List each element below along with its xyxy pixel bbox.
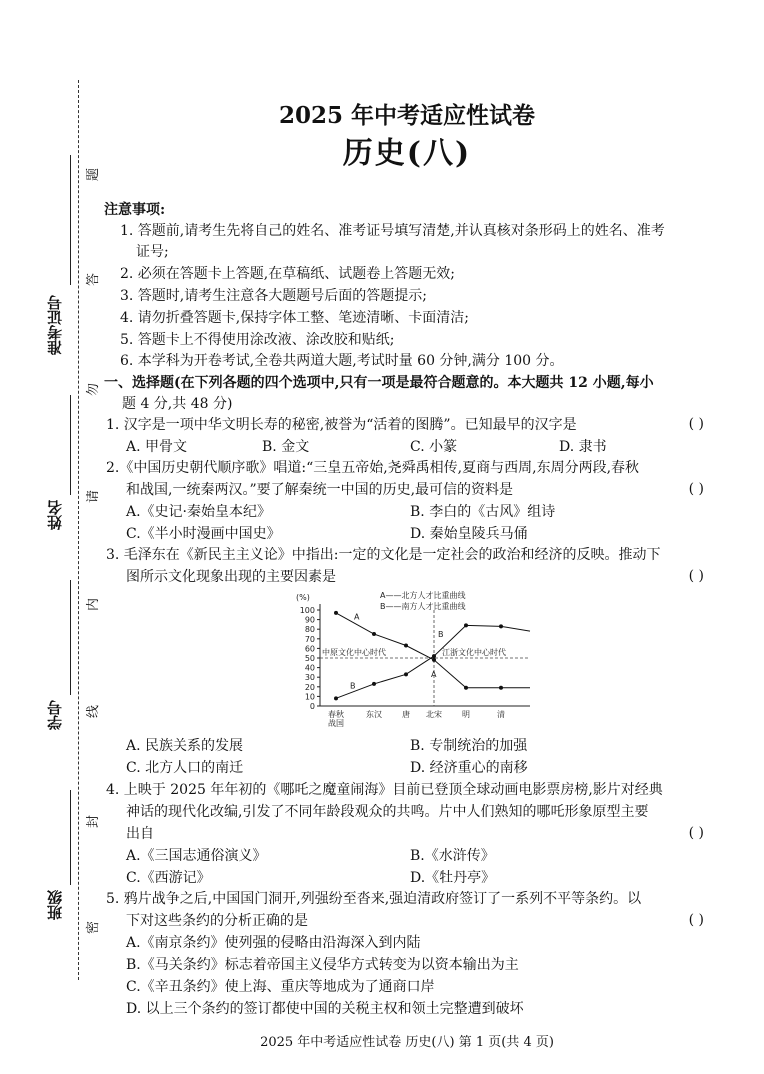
question-4-stem-cont: 神话的现代化改编,引发了不同年龄段观众的共鸣。片中人们熟知的哪吒形象原型主要: [126, 804, 649, 820]
q3-option-d: D. 经济重心的南移: [410, 760, 528, 776]
q3-option-a: A. 民族关系的发展: [126, 738, 244, 754]
x-tick-label: 明: [462, 710, 470, 719]
data-point: [499, 624, 503, 628]
series-marker: A: [431, 670, 437, 680]
seal-char: 答: [86, 272, 102, 287]
question-4-stem: 4. 上映于 2025 年年初的《哪吒之魔童闹海》目前已登顶全球动画电影票房榜,影片对经典: [106, 782, 663, 798]
q4-option-c: C.《西游记》: [126, 870, 211, 886]
annotation: 江浙文化中心时代: [442, 648, 506, 657]
data-point: [372, 632, 376, 636]
question-4-stem-cont: 出自: [126, 826, 154, 842]
x-tick-label: 春秋: [328, 710, 344, 719]
q4-option-d: D.《牡丹亭》: [410, 870, 496, 886]
question-3-stem: 3. 毛泽东在《新民主主义论》中指出:一定的文化是一定社会的政治和经济的反映。推动下: [106, 547, 661, 563]
data-point: [464, 623, 468, 627]
question-3-stem-cont: 图所示文化现象出现的主要因素是: [126, 569, 336, 585]
notice-heading: 注意事项:: [104, 202, 166, 218]
question-1-stem: 1. 汉字是一项中华文明长寿的秘密,被誉为“活着的图腾”。已知最早的汉字是: [106, 417, 577, 433]
data-point: [404, 644, 408, 648]
q5-option-c: C.《辛丑条约》使上海、重庆等地成为了通商口岸: [126, 979, 435, 995]
notice-item: 1. 答题前,请考生先将自己的姓名、准考证号填写清楚,并认真核对条形码上的姓名、准考: [120, 223, 665, 239]
x-tick-label: 北宋: [426, 710, 442, 719]
exam-title: 2025 年中考适应性试卷: [278, 102, 536, 129]
question-5-stem-cont: 下对这些条约的分析正确的是: [126, 913, 308, 929]
series-marker: B: [350, 681, 356, 691]
q1-option-a: A. 甲骨文: [126, 439, 188, 455]
y-tick-label: 90: [304, 615, 315, 625]
y-tick-label: 10: [304, 692, 315, 702]
q5-option-a: A.《南京条约》使列强的侵略由沿海深入到内陆: [126, 935, 421, 951]
q1-option-d: D. 隶书: [559, 439, 607, 455]
notice-item: 4. 请勿折叠答题卡,保持字体工整、笔迹清晰、卡面清洁;: [120, 310, 469, 326]
notice-item: 3. 答题时,请考生注意各大题题号后面的答题提示;: [120, 288, 427, 304]
seal-char: 勿: [86, 382, 102, 397]
notice-item: 2. 必须在答题卡上答题,在草稿纸、试题卷上答题无效;: [120, 266, 455, 282]
data-point: [404, 672, 408, 676]
name-underline: [70, 395, 71, 495]
q3-option-c: C. 北方人口的南迁: [126, 760, 244, 776]
answer-blank: ( ): [688, 912, 704, 928]
section-heading: 一、选择题(在下列各题的四个选项中,只有一项是最符合题意的。本大题共 12 小题,每小: [104, 375, 654, 391]
seal-char: 内: [86, 597, 102, 612]
legend-entry: A——北方人才比重曲线: [380, 591, 466, 600]
seal-char: 密: [86, 920, 102, 935]
y-tick-label: 40: [304, 663, 315, 673]
label-name: 姓名: [46, 500, 64, 530]
seal-char: 封: [86, 814, 102, 829]
label-exam-number: 准考证号: [46, 295, 64, 355]
y-tick-label: 20: [304, 682, 315, 692]
q5-option-d: D. 以上三个条约的签订都使中国的关税主权和领土完整遭到破坏: [126, 1001, 524, 1017]
data-point: [334, 611, 338, 615]
question-2-stem-cont: 和战国,一统秦两汉。”要了解秦统一中国的历史,最可信的资料是: [126, 482, 514, 498]
seal-char: 请: [86, 489, 102, 504]
y-tick-label: 70: [304, 634, 315, 644]
answer-blank: ( ): [688, 481, 704, 497]
notice-item: 6. 本学科为开卷考试,全卷共两道大题,考试时量 60 分钟,满分 100 分。: [120, 353, 564, 369]
q3-option-b: B. 专制统治的加强: [410, 738, 528, 754]
page-footer: 2025 年中考适应性试卷 历史(八) 第 1 页(共 4 页): [260, 1035, 554, 1050]
notice-item: 5. 答题卡上不得使用涂改液、涂改胶和贴纸;: [120, 332, 395, 348]
class-underline: [70, 790, 71, 885]
q4-option-b: B.《水浒传》: [410, 848, 495, 864]
data-point: [334, 696, 338, 700]
y-tick-label: 60: [304, 644, 315, 654]
binding-margin: [0, 0, 100, 1074]
answer-blank: ( ): [688, 568, 704, 584]
seal-char: 题: [86, 167, 102, 182]
q2-option-b: B. 李白的《古风》组诗: [410, 504, 556, 520]
label-class: 班级: [46, 890, 64, 920]
answer-blank: ( ): [688, 825, 704, 841]
exam-number-underline: [70, 155, 71, 285]
legend-entry: B——南方人才比重曲线: [380, 602, 466, 611]
y-tick-label: 0: [309, 702, 315, 711]
annotation: 中原文化中心时代: [322, 648, 386, 657]
y-tick-label: 30: [304, 673, 315, 683]
answer-blank: ( ): [688, 416, 704, 432]
section-heading-cont: 题 4 分,共 48 分): [122, 396, 233, 412]
q2-option-d: D. 秦始皇陵兵马俑: [410, 526, 528, 542]
cut-line: [78, 80, 79, 980]
label-student-id: 学号: [46, 700, 64, 730]
exam-subject: 历史(八): [342, 136, 472, 171]
question-2-stem: 2.《中国历史朝代顺序歌》唱道:“三皇五帝始,尧舜禹相传,夏商与西周,东周分两段,春秋: [106, 460, 640, 476]
q1-option-b: B. 金文: [262, 439, 310, 455]
y-tick-label: 100: [299, 606, 315, 615]
x-tick-label: 清: [497, 710, 505, 719]
x-tick-label: 唐: [402, 710, 410, 719]
q2-option-c: C.《半小时漫画中国史》: [126, 526, 281, 542]
notice-item: 证号;: [136, 244, 169, 260]
student-id-underline: [70, 580, 71, 695]
data-point: [372, 682, 376, 686]
q4-option-a: A.《三国志通俗演义》: [126, 848, 267, 864]
q5-option-b: B.《马关条约》标志着帝国主义侵华方式转变为以资本输出为主: [126, 957, 519, 973]
question-5-stem: 5. 鸦片战争之后,中国国门洞开,列强纷至沓来,强迫清政府签订了一系列不平等条约。以: [106, 891, 642, 907]
series-marker: A: [354, 612, 360, 622]
y-axis-label: (%): [296, 593, 310, 602]
q1-option-c: C. 小篆: [410, 439, 458, 455]
seal-char: 线: [86, 704, 102, 719]
data-point: [499, 686, 503, 690]
series-marker: B: [438, 629, 444, 639]
talent-ratio-chart: [290, 588, 540, 736]
y-tick-label: 50: [304, 654, 315, 663]
y-tick-label: 80: [304, 625, 315, 635]
x-tick-label: 东汉: [366, 710, 382, 719]
data-point: [432, 658, 436, 662]
data-point: [432, 654, 436, 658]
x-tick-label: 战国: [328, 719, 344, 728]
q2-option-a: A.《史记·秦始皇本纪》: [126, 504, 272, 520]
data-point: [464, 686, 468, 690]
